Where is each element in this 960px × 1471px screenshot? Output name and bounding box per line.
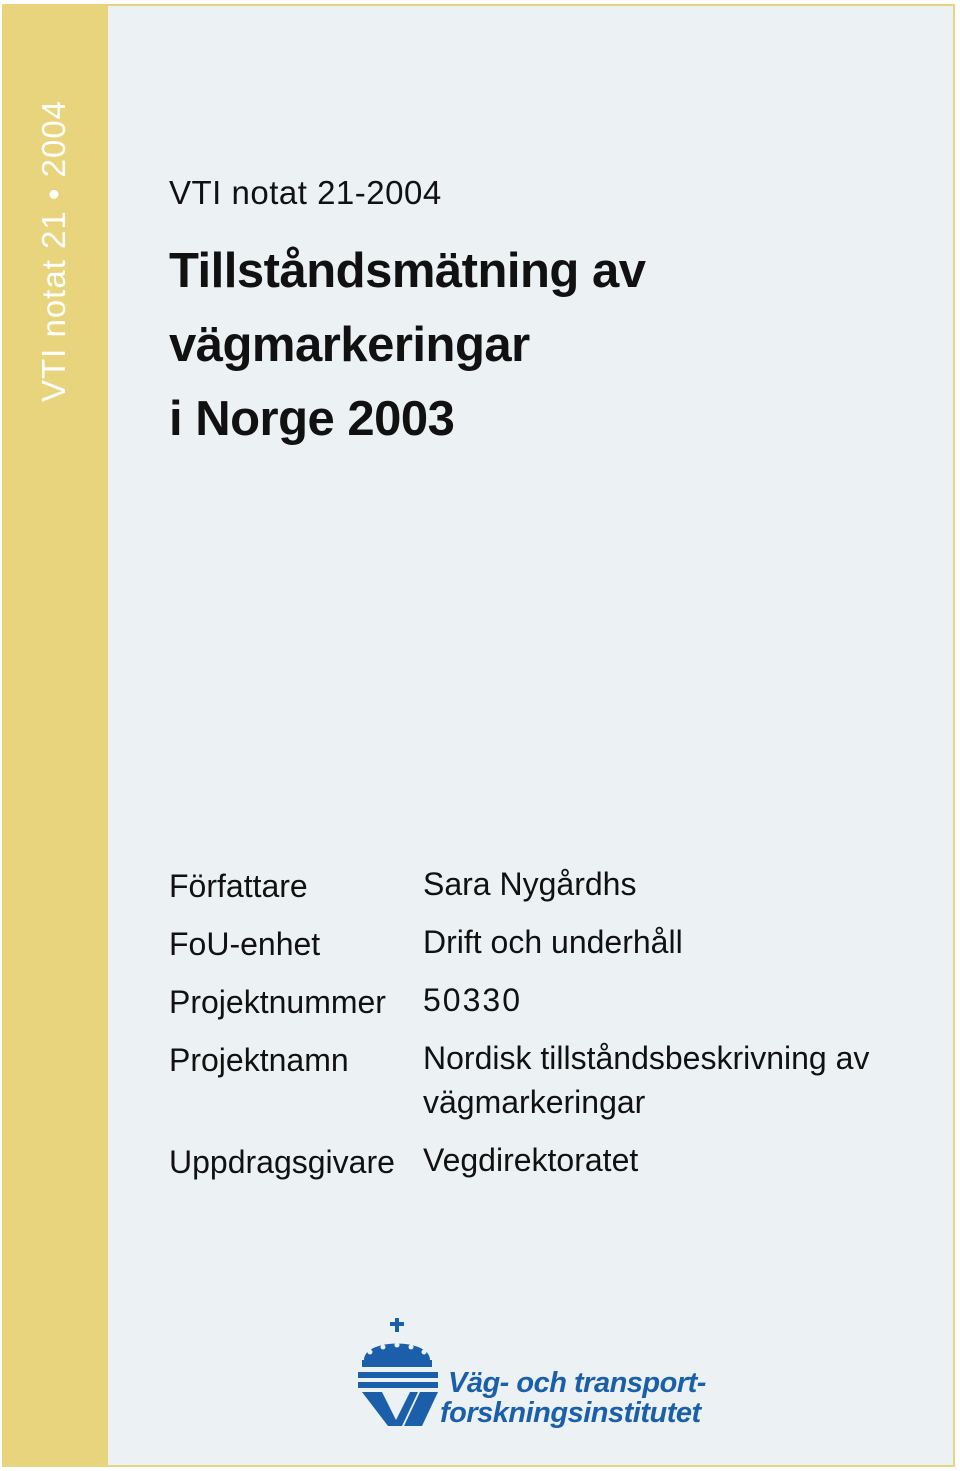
title-line-2: i Norge 2003	[169, 392, 455, 446]
project-number-value: 50330	[423, 982, 522, 1018]
unit-label: FoU-enhet	[169, 926, 321, 962]
title-line-1: Tillståndsmätning av vägmarkeringar	[169, 244, 646, 372]
institute-name-line-2: forskningsinstitutet	[440, 1397, 701, 1429]
report-title	[169, 234, 949, 456]
author-value: Sara Nygårdhs	[423, 866, 637, 902]
unit-value: Drift och underhåll	[423, 924, 683, 960]
institute-name-line-1: Väg- och transport-	[448, 1367, 706, 1399]
project-number-label: Projektnummer	[169, 984, 386, 1020]
project-name-value: Nordisk tillståndsbeskrivning av vägmarkeringar	[423, 1040, 870, 1120]
report-series: VTI notat 21-2004	[169, 174, 442, 211]
spine-label: VTI notat 21 • 2004	[35, 99, 72, 403]
client-label: Uppdragsgivare	[169, 1144, 395, 1180]
cover-spine	[4, 6, 108, 1465]
author-label: Författare	[169, 868, 308, 904]
project-name-label: Projektnamn	[169, 1042, 349, 1078]
institute-name	[440, 1368, 706, 1428]
report-cover	[2, 4, 955, 1467]
client-value: Vegdirektoratet	[423, 1142, 639, 1178]
